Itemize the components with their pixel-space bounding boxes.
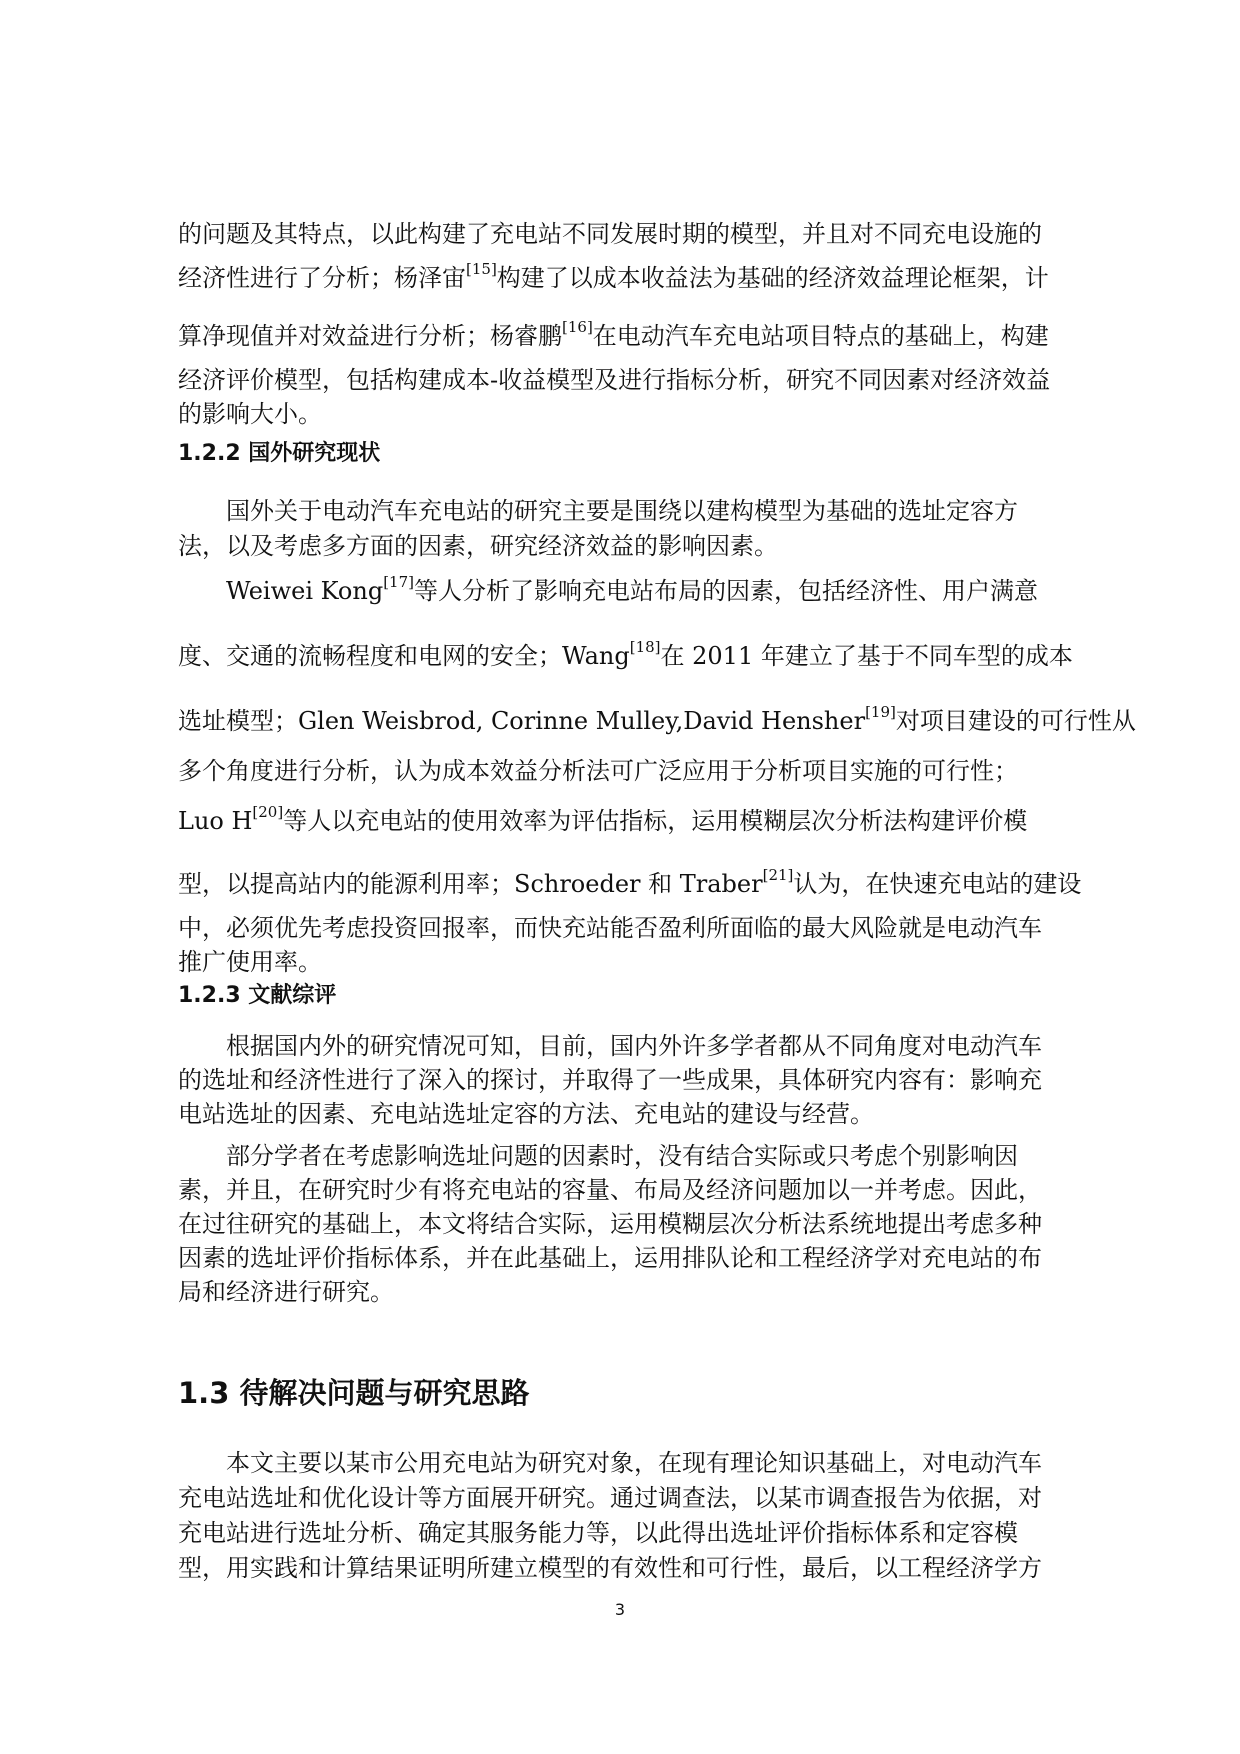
para2-line: 国外关于电动汽车充电站的研究主要是围绕以建构模型为基础的选址定容方 [226, 497, 1018, 525]
para1-line: 经济评价模型，包括构建成本-收益模型及进行指标分析，研究不同因素对经济效益 [178, 366, 1051, 394]
citation: [17] [383, 573, 414, 591]
para6-line: 充电站选址和优化设计等方面展开研究。通过调查法，以某市调查报告为依据，对 [178, 1484, 1042, 1512]
para1-line: 经济性进行了分析；杨泽宙[15]构建了以成本收益法为基础的经济效益理论框架，计 [178, 260, 1049, 292]
para1-line: 的问题及其特点，以此构建了充电站不同发展时期的模型，并且对不同充电设施的 [178, 220, 1042, 248]
para3-line: Luo H[20]等人以充电站的使用效率为评估指标，运用模糊层次分析法构建评价模 [178, 803, 1028, 835]
para3-line: 选址模型；Glen Weisbrod, Corinne Mulley,David Hensher[19]对项目建设的可行性从 [178, 703, 1136, 735]
para5-line: 部分学者在考虑影响选址问题的因素时，没有结合实际或只考虑个别影响因 [226, 1142, 1018, 1170]
page-number: 3 [614, 1600, 626, 1619]
para3-line: 推广使用率。 [178, 948, 322, 976]
section-heading-1-2-2: 1.2.2 国外研究现状 [178, 441, 381, 466]
citation: [21] [762, 866, 794, 884]
citation: [20] [252, 803, 284, 821]
citation: [15] [466, 260, 497, 278]
para3-line: 型，以提高站内的能源利用率；Schroeder 和 Traber[21]认为，在快速充电站的建设 [178, 866, 1082, 898]
section-heading-1-2-3: 1.2.3 文献综评 [178, 983, 337, 1008]
citation: [19] [865, 703, 896, 721]
para3-line: 度、交通的流畅程度和电网的安全；Wang[18]在 2011 年建立了基于不同车型的成本 [178, 638, 1073, 670]
para1-line: 算净现值并对效益进行分析；杨睿鹏[16]在电动汽车充电站项目特点的基础上，构建 [178, 318, 1049, 350]
para1-line: 的影响大小。 [178, 400, 322, 428]
para2-line: 法，以及考虑多方面的因素，研究经济效益的影响因素。 [178, 532, 778, 560]
para4-line: 的选址和经济性进行了深入的探讨，并取得了一些成果，具体研究内容有：影响充 [178, 1066, 1042, 1094]
para5-line: 在过往研究的基础上，本文将结合实际，运用模糊层次分析法系统地提出考虑多种 [178, 1210, 1042, 1238]
citation: [18] [629, 638, 661, 656]
para5-line: 局和经济进行研究。 [178, 1278, 394, 1306]
para4-line: 根据国内外的研究情况可知，目前，国内外许多学者都从不同角度对电动汽车 [226, 1032, 1042, 1060]
section-heading-1-3: 1.3 待解决问题与研究思路 [178, 1376, 530, 1410]
para5-line: 素，并且，在研究时少有将充电站的容量、布局及经济问题加以一并考虑。因此， [178, 1176, 1042, 1204]
para3-line: 多个角度进行分析，认为成本效益分析法可广泛应用于分析项目实施的可行性； [178, 757, 1018, 785]
para6-line: 型，用实践和计算结果证明所建立模型的有效性和可行性，最后，以工程经济学方 [178, 1554, 1042, 1582]
para3-line: 中，必须优先考虑投资回报率，而快充站能否盈利所面临的最大风险就是电动汽车 [178, 914, 1042, 942]
para5-line: 因素的选址评价指标体系，并在此基础上，运用排队论和工程经济学对充电站的布 [178, 1244, 1042, 1272]
para6-line: 充电站进行选址分析、确定其服务能力等，以此得出选址评价指标体系和定容模 [178, 1519, 1018, 1547]
citation: [16] [562, 318, 593, 336]
para3-line: Weiwei Kong[17]等人分析了影响充电站布局的因素，包括经济性、用户满意 [226, 573, 1038, 605]
para4-line: 电站选址的因素、充电站选址定容的方法、充电站的建设与经营。 [178, 1100, 874, 1128]
para6-line: 本文主要以某市公用充电站为研究对象，在现有理论知识基础上，对电动汽车 [226, 1449, 1042, 1477]
